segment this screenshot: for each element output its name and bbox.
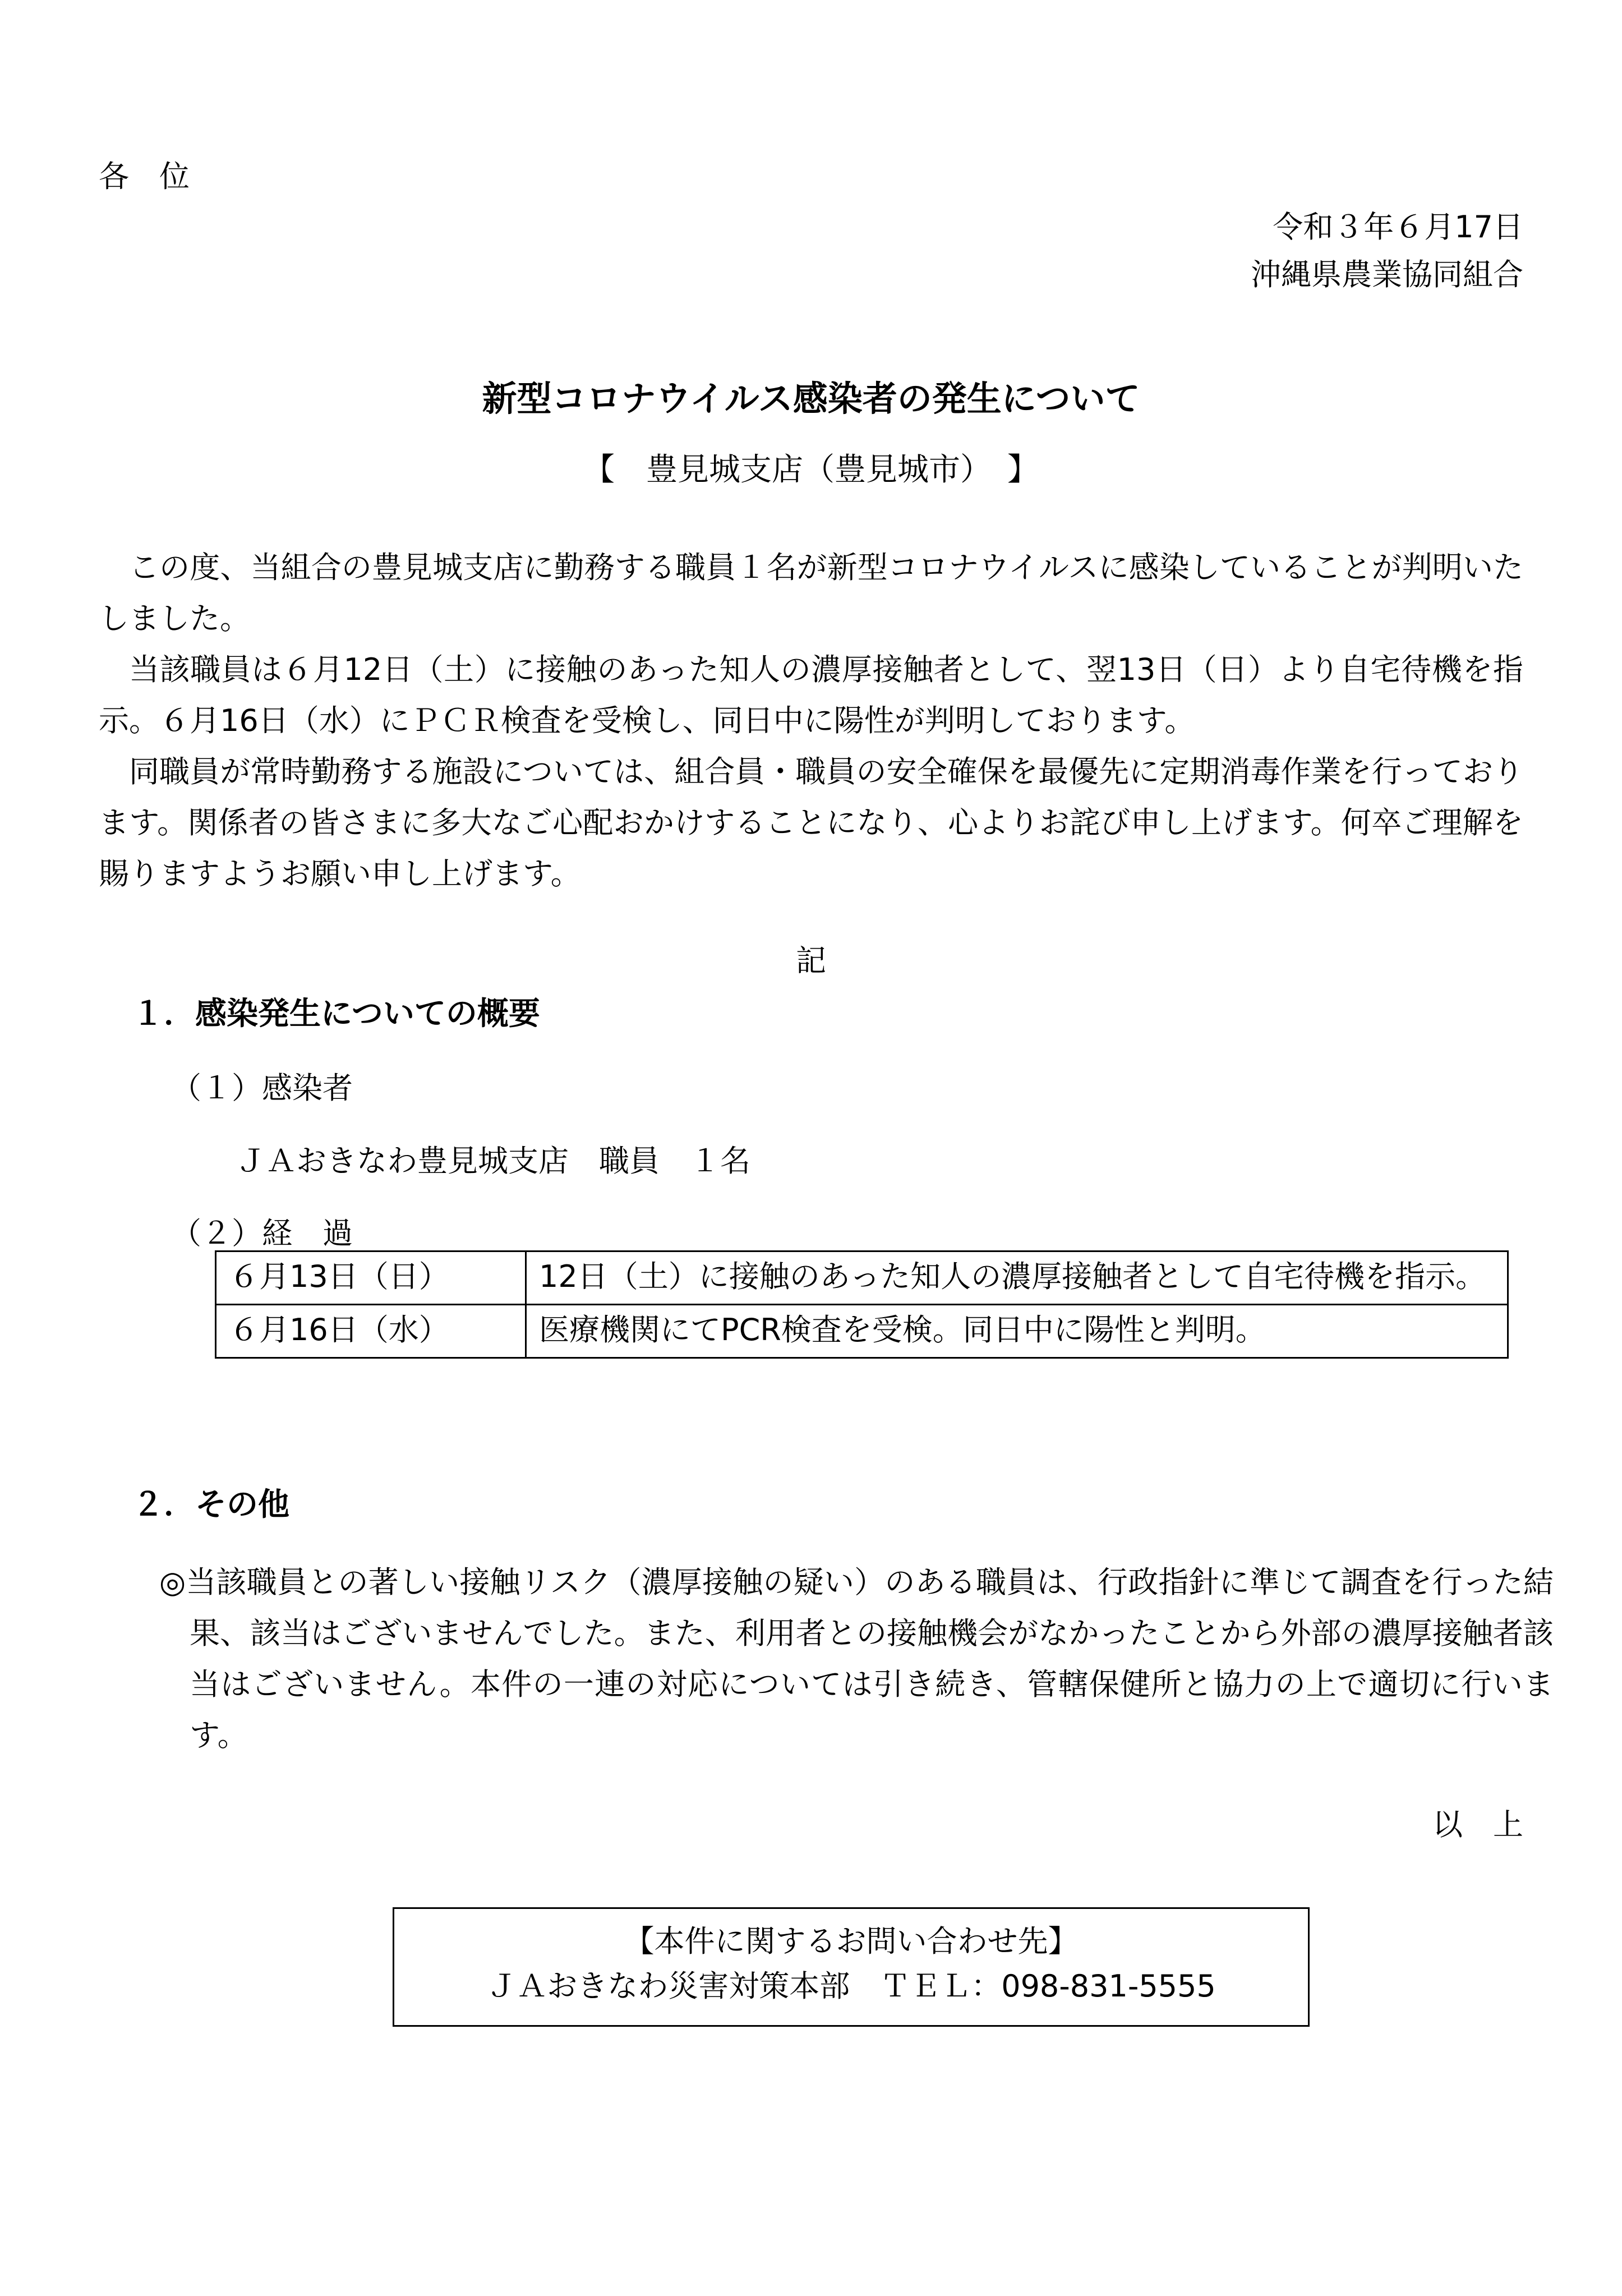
timeline-table <box>215 1250 1509 1359</box>
section2-heading: ２．その他 <box>132 1487 289 1523</box>
section1-sub2-label: （２）経 過 <box>171 1216 353 1251</box>
contact-line: ＪＡおきなわ災害対策本部 ＴＥＬ：098-831-5555 <box>486 1968 1216 2004</box>
document-date: 令和３年６月17日 <box>1273 209 1523 245</box>
addressee: 各 位 <box>99 159 190 194</box>
section1-heading: １．感染発生についての概要 <box>132 996 540 1032</box>
closing-mark: 以 上 <box>1432 1807 1523 1842</box>
intro-paragraph-3: 同職員が常時勤務する施設については、組合員・職員の安全確保を最優先に定期消毒作業を行っております。関係者の皆さまに多大なご心配おかけすることになり、心よりお詫び申し上げます。何卒ご理解を賜りますようお願い申し上げます。 <box>99 754 1523 891</box>
timeline-date: ６月13日（日） <box>216 1251 526 1305</box>
timeline-event: 12日（土）に接触のあった知人の濃厚接触者として自宅待機を指示。 <box>526 1251 1508 1305</box>
section1-sub1-value: ＪＡおきなわ豊見城支店 職員 １名 <box>236 1143 750 1179</box>
section1-sub1-label: （１）感染者 <box>171 1070 353 1106</box>
timeline-event: 医療機関にてPCR検査を受検。同日中に陽性と判明。 <box>526 1305 1508 1358</box>
intro-paragraph-1: この度、当組合の豊見城支店に勤務する職員１名が新型コロナウイルスに感染していることが判明いたしました。 <box>99 550 1523 636</box>
intro-paragraph-2: 当該職員は６月12日（土）に接触のあった知人の濃厚接触者として、翌13日（日）より自宅待機を指示。６月16日（水）にＰＣＲ検査を受検し、同日中に陽性が判明しております。 <box>99 652 1523 738</box>
page-subtitle: 【 豊見城支店（豊見城市） 】 <box>583 452 1039 488</box>
issuer-name: 沖縄県農業協同組合 <box>1251 257 1523 292</box>
contact-box <box>393 1907 1310 2027</box>
page-title: 新型コロナウイルス感染者の発生について <box>482 378 1140 419</box>
ki-marker: 記 <box>796 943 826 978</box>
table-row <box>216 1305 1508 1358</box>
contact-heading: 【本件に関するお問い合わせ先】 <box>624 1924 1079 1959</box>
table-row <box>216 1251 1508 1305</box>
timeline-date: ６月16日（水） <box>216 1305 526 1358</box>
section2-body: ◎当該職員との著しい接触リスク（濃厚接触の疑い）のある職員は、行政指針に準じて調査を行った結果、該当はございませんでした。また、利用者との接触機会がなかったことから外部の濃厚接触者該当はございません。本件の一連の対応については引き続き、管轄保健所と協力の上で適切に行います。 <box>159 1565 1554 1753</box>
